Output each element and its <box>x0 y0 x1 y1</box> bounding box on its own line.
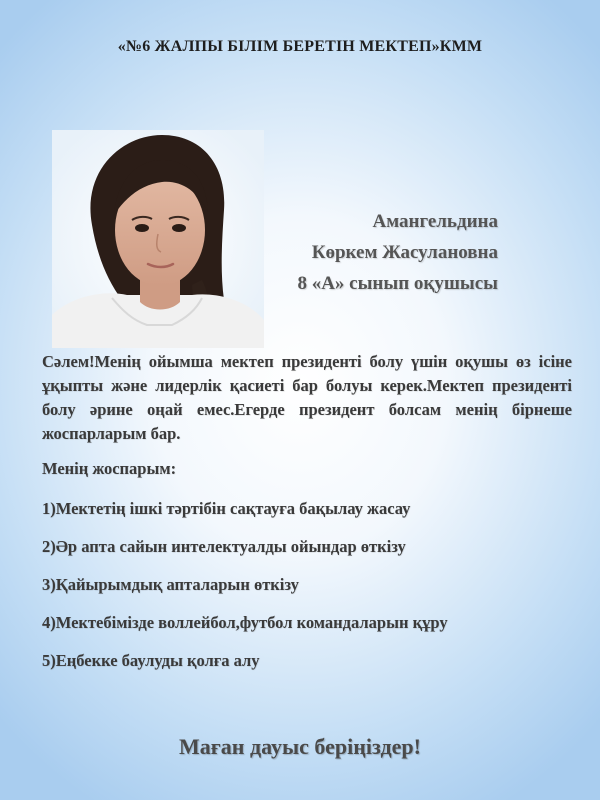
plan-item: 3)Қайырымдық апталарын өткізу <box>42 575 299 594</box>
candidate-surname: Амангельдина <box>372 211 498 232</box>
plan-item: 2)Әр апта сайын интелектуалды ойындар өткізу <box>42 537 406 556</box>
plan-item: 1)Мектетің ішкі тәртібін сақтауға бақылау жасау <box>42 499 411 518</box>
call-to-action: Маған дауыс беріңіздер! <box>179 734 421 759</box>
plans-title: Менің жоспарым: <box>42 459 177 478</box>
candidate-info <box>297 206 498 299</box>
candidate-photo <box>52 130 264 348</box>
intro-paragraph: Сәлем!Менің ойымша мектеп президенті болу үшін оқушы өз ісіне ұқыпты және лидерлік қасиеті бар болуы керек.Мектеп президенті болу әрине оңай емес.Егерде президент болсам менің бірнеше жоспарларым бар. <box>42 352 572 443</box>
plan-item: 4)Мектебімізде воллейбол,футбол командаларын құру <box>42 613 448 632</box>
plan-item: 5)Еңбекке баулуды қолға алу <box>42 651 260 670</box>
candidate-class: 8 «А» сынып оқушысы <box>297 273 498 294</box>
plans-section <box>42 458 582 688</box>
candidate-given-names: Көркем Жасулановна <box>311 242 498 263</box>
school-title: «№6 ЖАЛПЫ БІЛІМ БЕРЕТІН МЕКТЕП»КММ <box>117 38 483 55</box>
